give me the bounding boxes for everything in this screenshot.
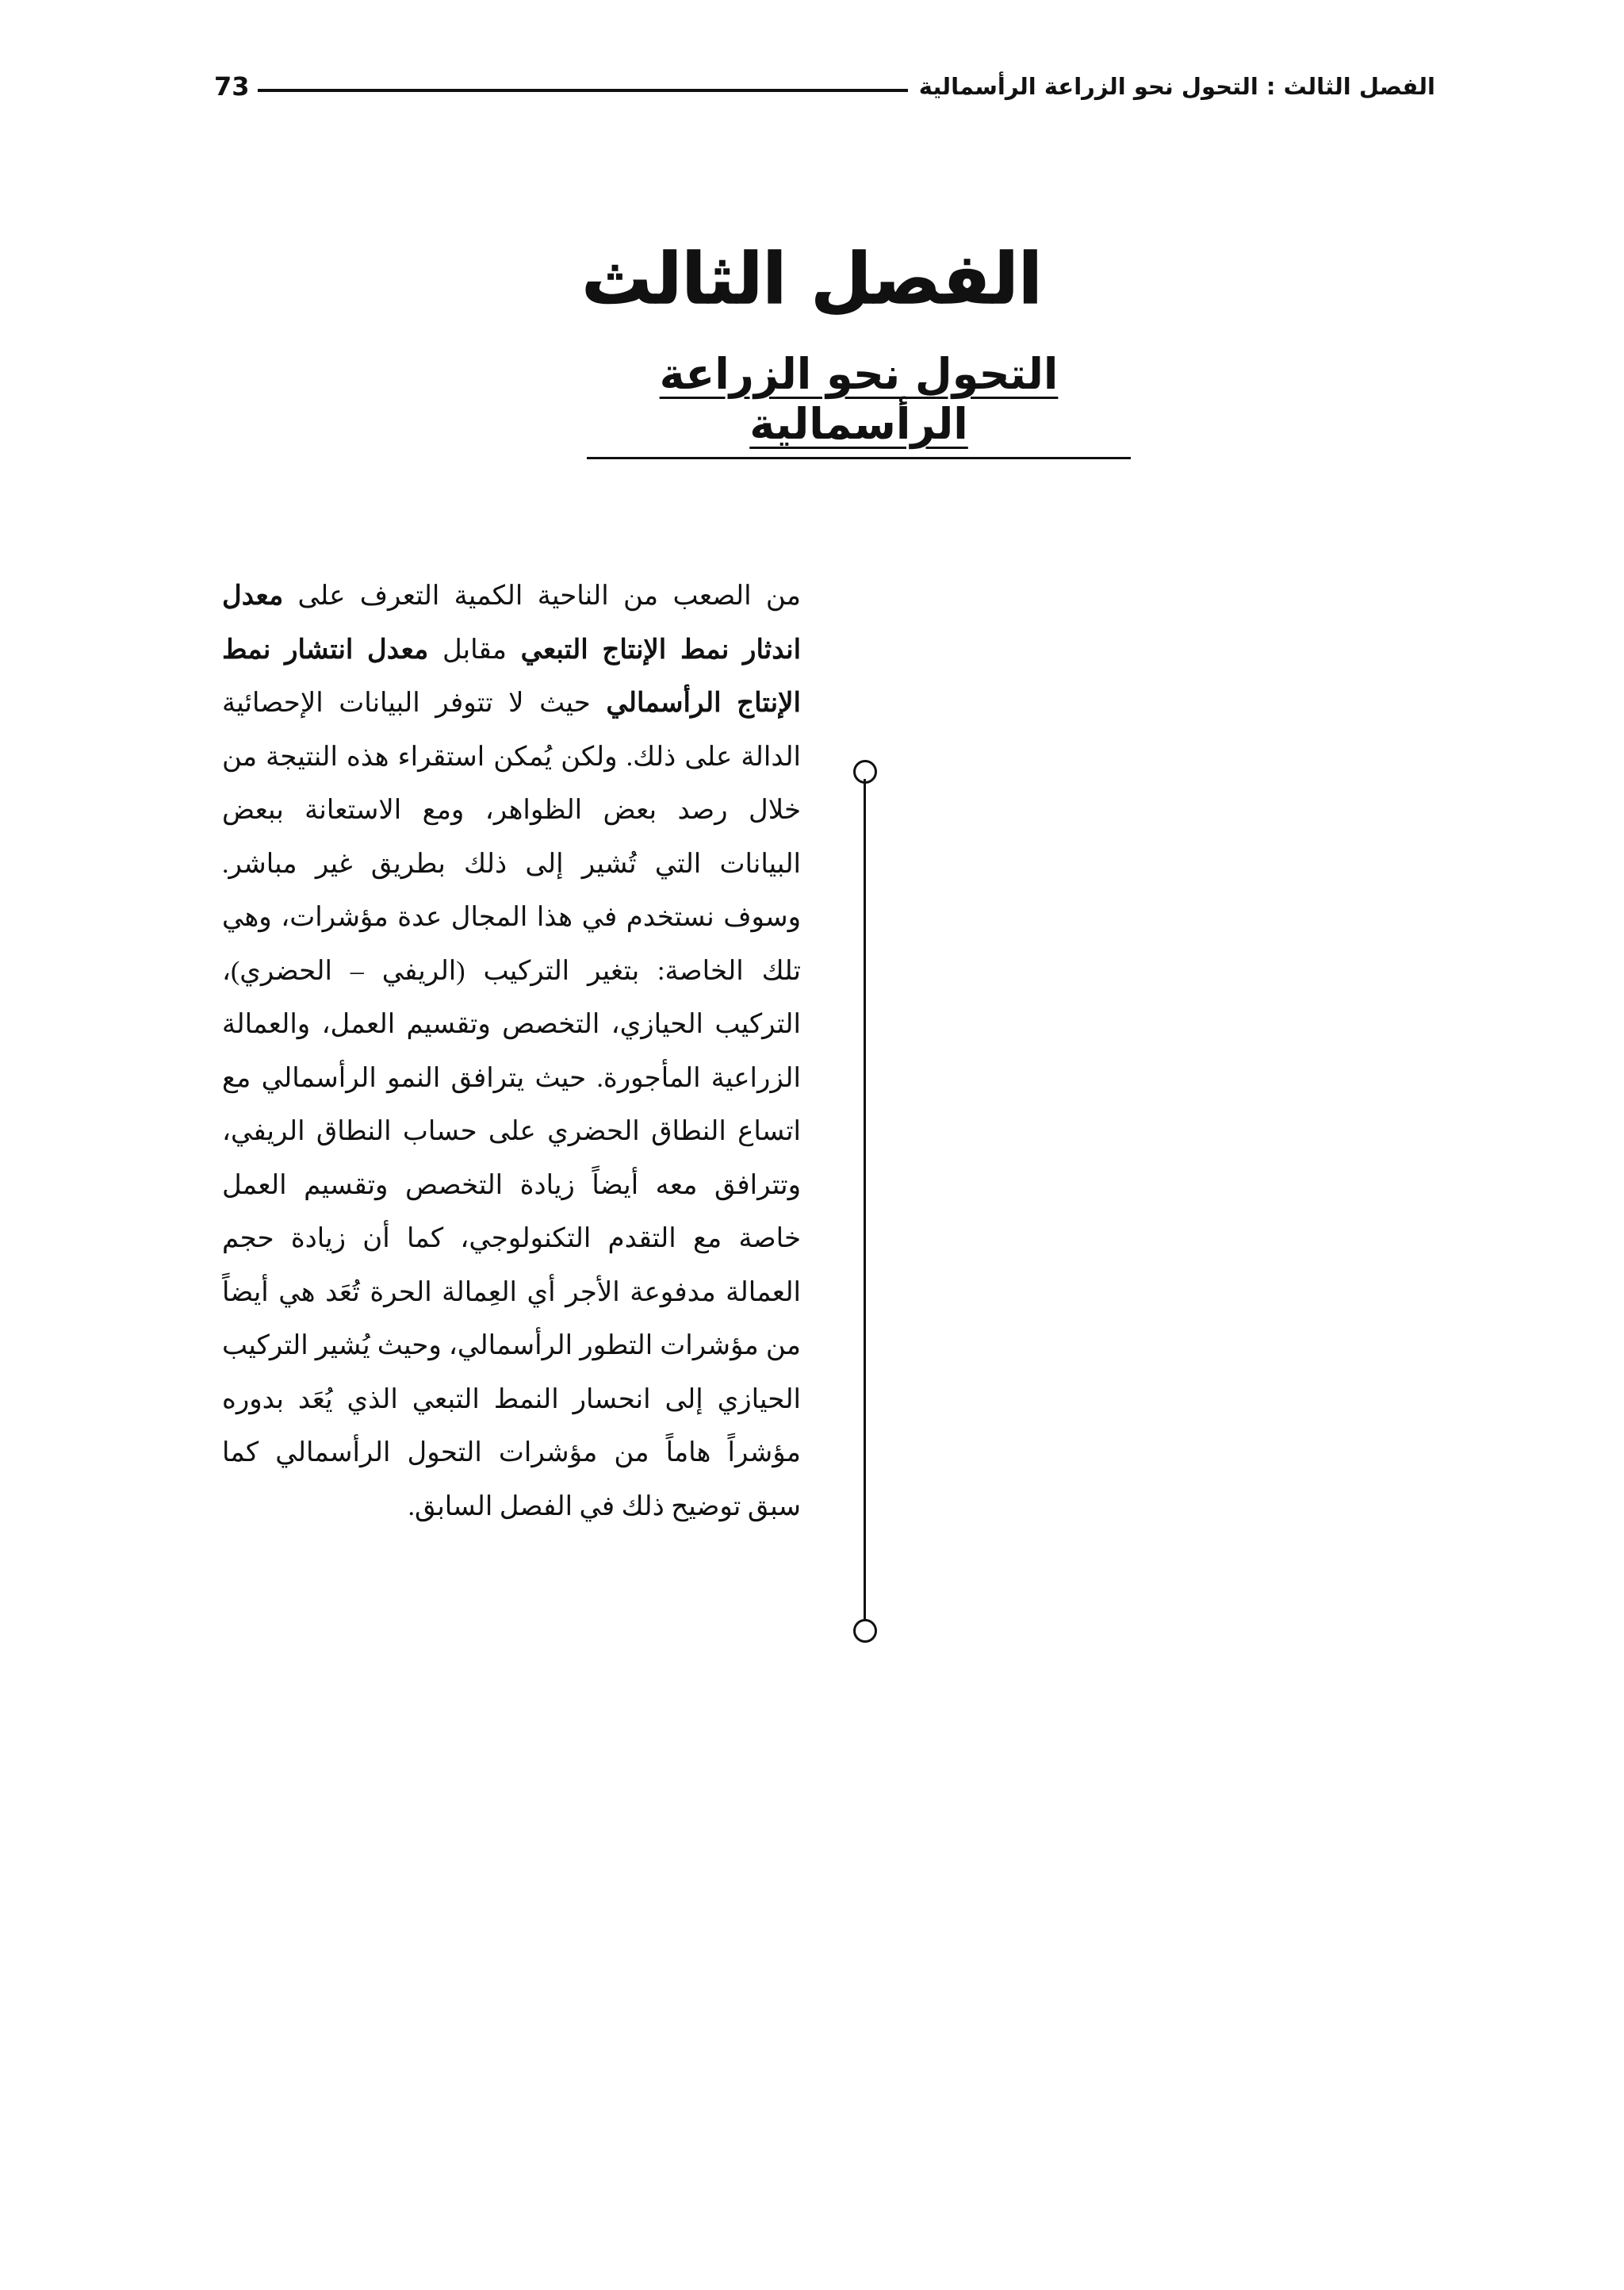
chapter-subtitle: التحول نحو الزراعة الرأسمالية	[659, 349, 1059, 449]
body-connector: مقابل	[442, 635, 507, 665]
running-title: الفصل الثالث : التحول نحو الزراعة الرأسمالية	[918, 73, 1435, 100]
running-header	[214, 67, 1435, 106]
header-rule	[258, 89, 908, 92]
page-number: 73	[214, 71, 250, 102]
body-lead: من الصعب من الناحية الكمية التعرف على	[297, 581, 802, 611]
side-ornament	[848, 755, 880, 1647]
body-bold-term-2: معدل انتشار نمط الإنتاج الرأسمالي	[222, 635, 801, 718]
body-rest: حيث لا تتوفر البيانات الإحصائية الدالة على ذلك. ولكن يُمكن استقراء هذه النتيجة من خلال رصد بعض الظواهر، ومع الاستعانة ببعض البيانات التي تُشير إلى ذلك بطريق غير مباشر. وسوف نستخدم في هذا المجال عدة مؤشرات، وهي تلك الخاصة: بتغير التركيب (الريفي – الحضري)، التركيب الحيازي، التخصص وتقسيم العمل، والعمالة الزراعية المأجورة. حيث يترافق النمو الرأسمالي مع اتساع النطاق الحضري على حساب النطاق الريفي، وتترافق معه أيضاً زيادة التخصص وتقسيم العمل خاصة مع التقدم التكنولوجي، كما أن زيادة حجم العمالة مدفوعة الأجر أي العِمالة الحرة تُعَد هي أيضاً من مؤشرات التطور الرأسمالي، وحيث يُشير التركيب الحيازي إلى انحسار النمط التبعي الذي يُعَد بدوره مؤشراً هاماً من مؤشرات التحول الرأسمالي كما سبق توضيح ذلك في الفصل السابق.	[222, 689, 801, 1521]
body-paragraph	[222, 570, 801, 1533]
ornament-line	[864, 779, 866, 1624]
chapter-title: الفصل الثالث	[581, 238, 1043, 320]
body-bold-term-1: معدل اندثار نمط الإنتاج التبعي	[222, 581, 802, 665]
ornament-circle-bottom	[853, 1619, 877, 1643]
chapter-subtitle-block	[587, 349, 1131, 459]
